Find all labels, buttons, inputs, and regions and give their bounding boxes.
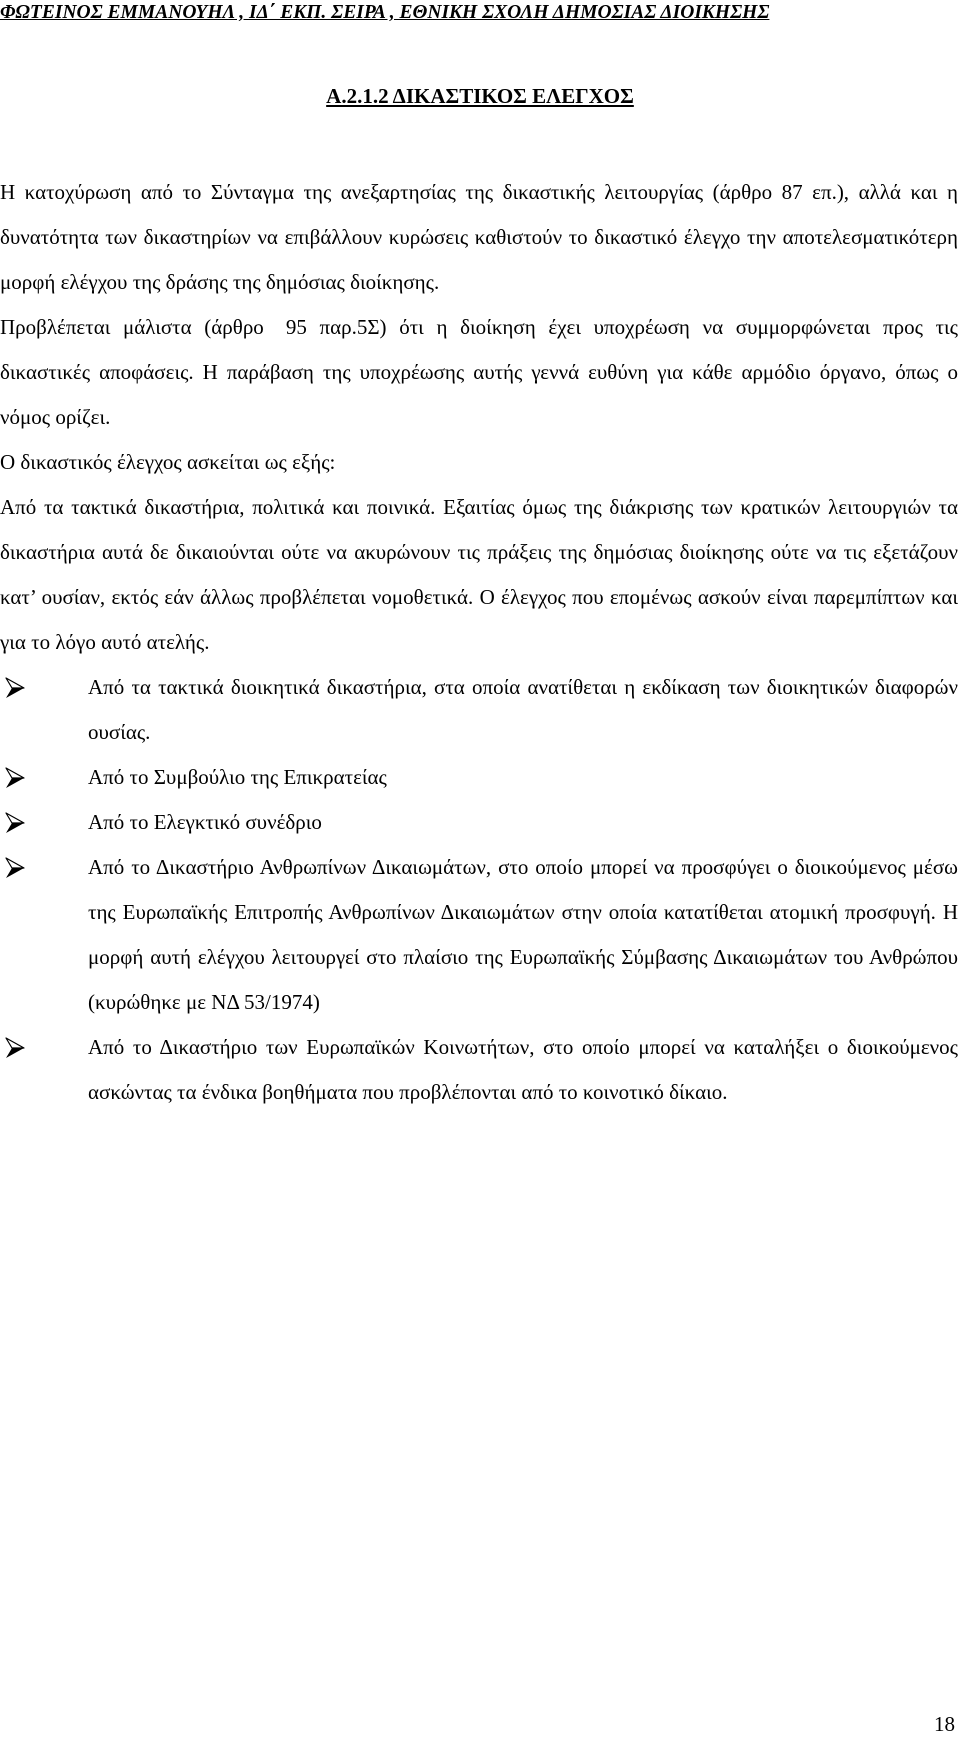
arrowhead-bullet-icon <box>4 767 26 789</box>
list-item-text: Από τα τακτικά διοικητικά δικαστήρια, στα οποία ανατίθεται η εκδίκαση των διοικητικών διαφορών ουσίας. <box>88 675 958 744</box>
page-header: ΦΩΤΕΙΝΟΣ ΕΜΜΑΝΟΥΗΛ , ΙΔ΄ ΕΚΠ. ΣΕΙΡΑ , ΕΘΝΙΚΗ ΣΧΟΛΗ ΔΗΜΟΣΙΑΣ ΔΙΟΙΚΗΣΗΣ <box>0 2 770 23</box>
list-item-text: Από το Δικαστήριο των Ευρωπαϊκών Κοινωτήτων, στο οποίο μπορεί να καταλήξει ο διοικούμενος ασκώντας τα ένδικα βοηθήματα που προβλέπονται από το κοινοτικό δίκαιο. <box>88 1035 958 1104</box>
paragraph-obligation-start: Προβλέπεται μάλιστα (άρθρο <box>0 315 264 339</box>
list-item <box>0 845 958 1025</box>
paragraph-ordinary-courts: Από τα τακτικά δικαστήρια, πολιτικά και ποινικά. Εξαιτίας όμως της διάκρισης των κρατικών λειτουργιών τα δικαστήρια αυτά δε δικαιούνται ούτε να ακυρώνουν τις πράξεις της δημόσιας διοίκησης ούτε να τις εξετάζουν κατ’ ουσίαν, εκτός εάν άλλως προβλέπεται νομοθετικά. Ο έλεγχος που επομένως ασκούν είναι παρεμπίπτων και για το λόγο αυτό ατελής. <box>0 495 958 654</box>
page-number: 18 <box>934 1712 955 1736</box>
courts-bullet-list <box>0 665 958 1115</box>
paragraph-obligation <box>0 305 958 440</box>
list-item <box>0 800 958 845</box>
list-item-text: Από το Δικαστήριο Ανθρωπίνων Δικαιωμάτων, στο οποίο μπορεί να προσφύγει ο διοικούμενος μέσω της Ευρωπαϊκής Επιτροπής Ανθρωπίνων Δικαιωμάτων στην οποία κατατίθεται ατομική προσφυγή. Η μορφή αυτή ελέγχου λειτουργεί στο πλαίσιο της Ευρωπαϊκής Σύμβασης Δικαιωμάτων του Ανθρώπου (κυρώθηκε με ΝΔ 53/1974) <box>88 855 958 1014</box>
paragraph-obligation-rest: 95 παρ.5Σ) ότι η διοίκηση έχει υποχρέωση να συμμορφώνεται προς τις δικαστικές αποφάσεις. Η παράβαση της υποχρέωσης αυτής γεννά ευθύνη για κάθε αρμόδιο όργανο, όπως ο νόμος ορίζει. <box>0 315 958 429</box>
list-item-text: Από το Ελεγκτικό συνέδριο <box>88 810 322 834</box>
list-item <box>0 1025 958 1115</box>
section-title: Α.2.1.2 ΔΙΚΑΣΤΙΚΟΣ ΕΛΕΓΧΟΣ <box>326 84 634 108</box>
arrowhead-bullet-icon <box>4 1037 26 1059</box>
arrowhead-bullet-icon <box>4 812 26 834</box>
document-body <box>0 170 958 1115</box>
list-item-text: Από το Συμβούλιο της Επικρατείας <box>88 765 387 789</box>
list-item <box>0 755 958 800</box>
arrowhead-bullet-icon <box>4 677 26 699</box>
paragraph-constitution: Η κατοχύρωση από το Σύνταγμα της ανεξαρτησίας της δικαστικής λειτουργίας (άρθρο 87 επ.), αλλά και η δυνατότητα των δικαστηρίων να επιβάλλουν κυρώσεις καθιστούν το δικαστικό έλεγχο την αποτελεσματικότερη μορφή ελέγχου της δράσης της δημόσιας διοίκησης. <box>0 180 958 294</box>
arrowhead-bullet-icon <box>4 857 26 879</box>
paragraph-intro-list: Ο δικαστικός έλεγχος ασκείται ως εξής: <box>0 450 336 474</box>
list-item <box>0 665 958 755</box>
